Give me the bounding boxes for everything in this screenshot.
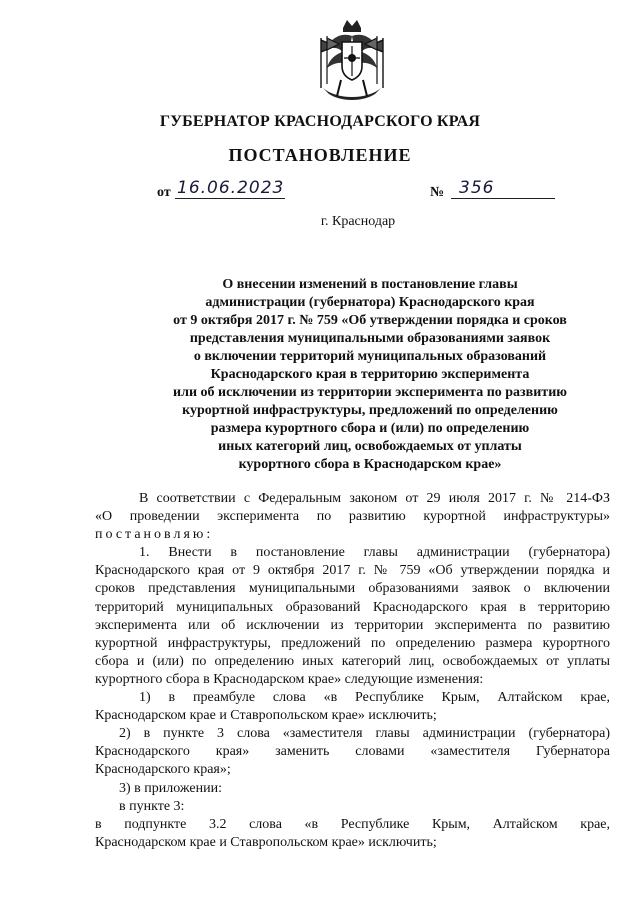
body-line: постановляю:	[95, 527, 214, 543]
subject-line: о включении территорий муниципальных образований	[193, 349, 547, 364]
date-value: 16.06.2023	[177, 178, 285, 198]
body-line: В соответствии с Федеральным законом от 29 июля 2017 г. № 214-ФЗ	[139, 491, 610, 506]
body-line: «О проведении эксперимента по развитию курортной инфраструктуры»	[95, 509, 610, 525]
body-line: курортной инфраструктуры, предложений по определению размера курортного	[95, 635, 610, 651]
document-type-title: ПОСТАНОВЛЕНИЕ	[228, 145, 412, 165]
body-line: эксперимента или об исключении из территории эксперимента по развитию	[95, 617, 610, 633]
body-line: в подпункте 3.2 слова «в Республике Крым, Алтайском крае,	[95, 816, 610, 832]
body-line: Краснодарского края»;	[95, 762, 231, 778]
body-line: Краснодарском крае и Ставропольском крае» исключить;	[95, 708, 437, 724]
subject-line: курортной инфраструктуры, предложений по определению	[182, 403, 558, 418]
date-field	[175, 178, 285, 199]
subject-line: размера курортного сбора и (или) по определению	[210, 421, 530, 436]
coat-of-arms-icon	[313, 18, 391, 104]
date-prefix: от	[157, 185, 171, 200]
body-line: курортного сбора в Краснодарском крае» следующие изменения:	[95, 671, 484, 687]
issuing-authority: ГУБЕРНАТОР КРАСНОДАРСКОГО КРАЯ	[159, 113, 481, 130]
number-field	[451, 178, 555, 199]
subject-line: курортного сбора в Краснодарском крае»	[238, 457, 502, 472]
subject-line: Краснодарского края в территорию эксперимента	[210, 367, 530, 382]
number-value: 356	[459, 178, 495, 198]
subject-line: иных категорий лиц, освобождаемых от уплаты	[218, 439, 522, 454]
subject-line: или об исключении из территории эксперимента по развитию	[173, 385, 567, 400]
document-body	[95, 490, 610, 852]
subject-line: администрации (губернатора) Краснодарского края	[205, 295, 535, 310]
body-line: Краснодарском крае и Ставропольском крае» исключить;	[95, 834, 437, 850]
body-line: 3) в приложении:	[119, 780, 222, 796]
body-line: сбора и (или) по определению иных категорий лиц, освобождаемых от уплаты	[95, 653, 610, 669]
body-line: Краснодарского края» заменить словами «заместителя Губернатора	[95, 744, 610, 760]
body-line: 1. Внести в постановление главы администрации (губернатора)	[139, 545, 610, 561]
body-line: территорий муниципальных образований Краснодарского края в территорию	[95, 599, 610, 615]
body-line: Краснодарского края от 9 октября 2017 г. № 759 «Об утверждении порядка и	[95, 563, 610, 579]
subject-line: представления муниципальными образованиями заявок	[189, 331, 551, 346]
document-subject	[100, 276, 640, 474]
city-name: г. Краснодар	[320, 214, 396, 229]
body-line: 2) в пункте 3 слова «заместителя главы администрации (губернатора)	[119, 726, 610, 742]
body-line: в пункте 3:	[119, 798, 185, 814]
subject-line: от 9 октября 2017 г. № 759 «Об утверждении порядка и сроков	[173, 313, 567, 328]
body-line: сроков представления муниципальными образованиями заявок о включении	[95, 581, 610, 597]
date-number-row	[0, 180, 640, 206]
subject-line: О внесении изменений в постановление главы	[222, 277, 518, 292]
number-prefix: №	[430, 185, 445, 200]
body-line: 1) в преамбуле слова «в Республике Крым, Алтайском крае,	[139, 690, 610, 706]
